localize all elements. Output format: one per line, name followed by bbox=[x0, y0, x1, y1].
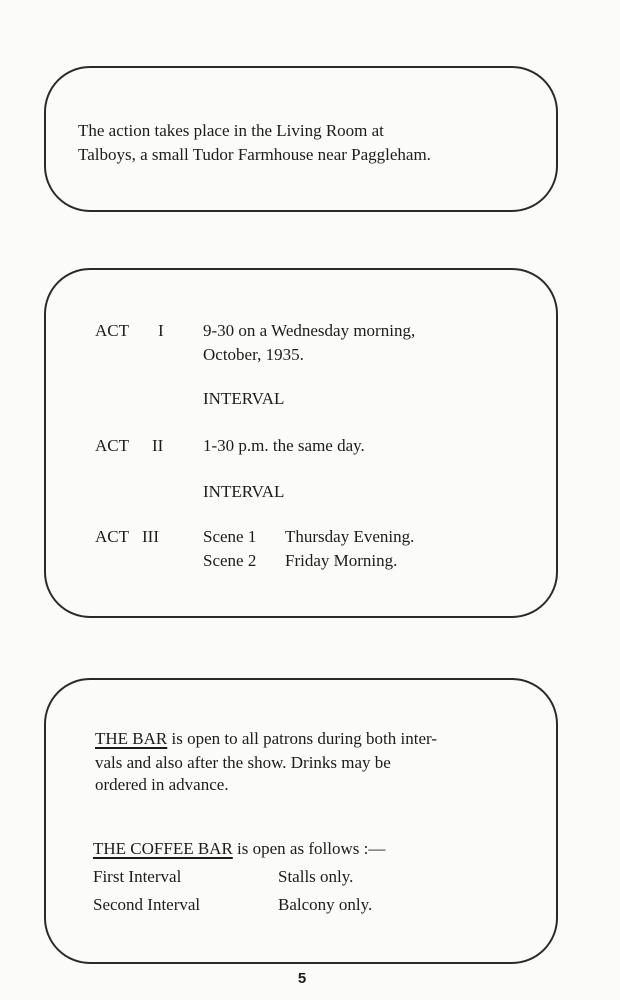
notices-box bbox=[44, 678, 558, 964]
act3-numeral: III bbox=[142, 527, 159, 546]
interval-2: INTERVAL bbox=[203, 482, 285, 501]
setting-line-2: Talboys, a small Tudor Farmhouse near Paggleham. bbox=[78, 145, 431, 164]
act3-scene-2-name: Scene 2 bbox=[203, 551, 257, 570]
schedule-row-1-seating: Stalls only. bbox=[278, 867, 354, 886]
act2-numeral: II bbox=[152, 436, 164, 455]
schedule-row-1-interval: First Interval bbox=[93, 867, 182, 886]
page-number: 5 bbox=[297, 970, 307, 987]
act1-label: ACT bbox=[95, 321, 129, 340]
bar-text-1: is open to all patrons during both inter- bbox=[171, 729, 437, 748]
act3-scene-1-time: Thursday Evening. bbox=[285, 527, 415, 546]
act2-label: ACT bbox=[95, 436, 129, 455]
act1-time-line-1: 9-30 on a Wednesday morning, bbox=[203, 321, 416, 340]
act3-scene-2-time: Friday Morning. bbox=[285, 551, 398, 570]
coffee-bar-notice bbox=[93, 838, 385, 859]
act1-time-line-2: October, 1935. bbox=[203, 345, 304, 364]
coffee-bar-text: is open as follows :— bbox=[237, 839, 386, 858]
act3-label: ACT bbox=[95, 527, 129, 546]
schedule-row-2-seating: Balcony only. bbox=[278, 895, 373, 914]
interval-1: INTERVAL bbox=[203, 389, 285, 408]
schedule-row-2-interval: Second Interval bbox=[93, 895, 201, 914]
act3-scene-1-name: Scene 1 bbox=[203, 527, 257, 546]
bar-notice-line-3: ordered in advance. bbox=[95, 775, 229, 794]
setting-line-1: The action takes place in the Living Room at bbox=[78, 121, 384, 140]
bar-title: THE BAR bbox=[95, 729, 168, 748]
coffee-bar-title: THE COFFEE BAR bbox=[93, 839, 233, 858]
bar-notice-line-2: vals and also after the show. Drinks may be bbox=[95, 753, 391, 772]
act2-time-line-1: 1-30 p.m. the same day. bbox=[203, 436, 365, 455]
bar-notice-line-1 bbox=[95, 728, 437, 749]
act1-numeral: I bbox=[158, 321, 164, 340]
